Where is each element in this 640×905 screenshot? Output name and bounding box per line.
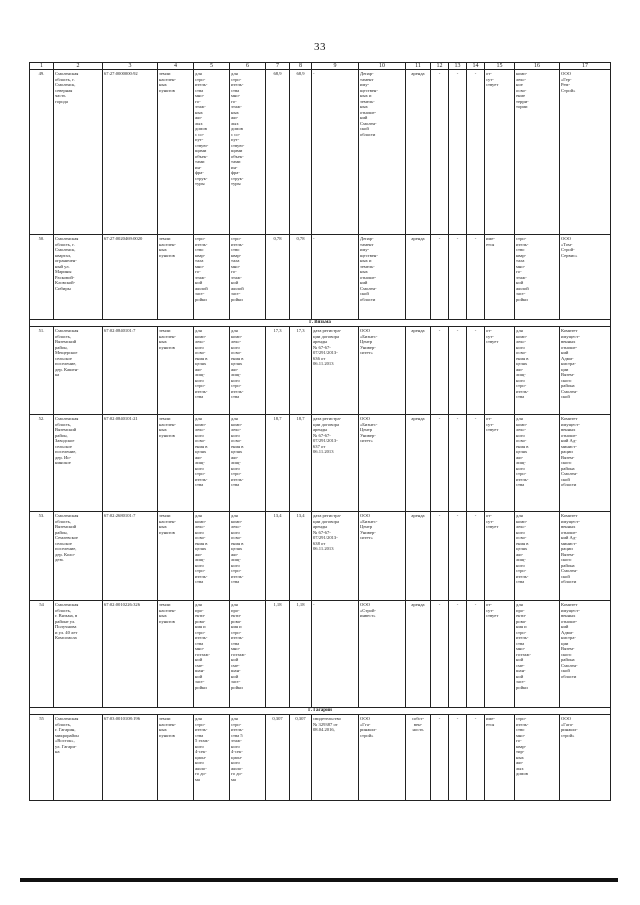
table-cell: ООО «Гга- ринжил- строй» [359, 715, 406, 801]
table-cell: Комитет имущест- венных отноше- ний Ад- минист- рации Вязем- ского района Смолен- ской области [560, 415, 611, 512]
table-cell: для комп- лекс- ного осво- ения в целях жи- лищ- ного стро- итель- ства [194, 415, 230, 512]
table-cell: от- сут- ствует [485, 512, 515, 601]
table-cell: стро- итель- ство квар- тала мно- го- этаж- ной жилой заст- ройки [515, 235, 560, 320]
table-cell: Комитет имущест- венных отноше- ний Адми- нистра- ции Вязем- ского района Смолен- ской [560, 327, 611, 415]
table-cell: 1,18 [266, 601, 290, 708]
table-cell: - [449, 601, 467, 708]
table-cell: 52. [30, 415, 54, 512]
table-cell: аренда [406, 512, 431, 601]
table-cell: - [449, 512, 467, 601]
table-cell: 50. [30, 235, 54, 320]
table-cell: 68,9 [290, 70, 312, 235]
table-cell: - [431, 327, 449, 415]
table-cell: 53. [30, 512, 54, 601]
table-cell: от- сут- ствует [485, 601, 515, 708]
land-plot-register-table [29, 62, 611, 801]
table-row [30, 715, 611, 801]
table-cell: - [467, 415, 485, 512]
table-cell: дата регистра- ции договора аренды № 67-67- 07/291/2013- 637 от 06.11.2013 [312, 415, 359, 512]
table-cell: ООО «Бизнес- Центр Универ- ситет» [359, 327, 406, 415]
page-number: 33 [314, 41, 326, 53]
table-cell: Смоленская область, г. Вязьма, в районе ул. Получнова и ул. 40 лет Комсомола [54, 601, 103, 708]
table-cell: аренда [406, 70, 431, 235]
table-cell: Смоленская область, г. Смоленск, северная часть города [54, 70, 103, 235]
table-cell: - [449, 235, 467, 320]
column-number: 7 [266, 63, 290, 70]
table-cell: 49. [30, 70, 54, 235]
table-cell: аренда [406, 235, 431, 320]
table-cell: Смоленская область, г. Смоленск, квартал, ограничен- ный ул. Марины Расковой- Кловской- Сибиры [54, 235, 103, 320]
table-cell: Комитет имущест- венных отноше- ний Ад- минист- рации Вязем- ского района Смолен- ской области [560, 512, 611, 601]
table-cell: 0,78 [290, 235, 312, 320]
table-cell: 0,307 [290, 715, 312, 801]
table-cell: дата регистра- ции договора аренды № 67-67- 07/291/2013- 638 от 06.11.2013 [312, 512, 359, 601]
table-cell: для стро- итель- ства мно- го- этаж- ных жи- лых домов с со- пут- ствую- щими объек- тами ин- фра- струк- туры [230, 70, 266, 235]
table-cell: для про- екти- рова- ния и стро- итель- ства мно- гоэтаж- ной сме- шан- ной заст- ройки [230, 601, 266, 708]
table-cell: для про- екти- рова- ния и стро- итель- ства мно- гоэтаж- ной сме- шан- ной заст- ройки [194, 601, 230, 708]
table-cell: земли населен- ных пунктов [158, 235, 194, 320]
table-cell: Смоленская область, г. Гагарин, микрорайон «Восток», ул. Гагари- на [54, 715, 103, 801]
table-cell: - [449, 70, 467, 235]
column-number: 12 [431, 63, 449, 70]
table-cell: земли населен- ных пунктов [158, 70, 194, 235]
table-cell: для комп- лекс- ного осво- ения в целях жи- лищ- ного стро- итель- ства [515, 327, 560, 415]
table-cell: для стро- итель- ства мно- го- этаж- ных жи- лых домов с со- пут- ствую- щими объек- тами ин- фра- струк- туры [194, 70, 230, 235]
table-cell: стро- итель- ство мно- го- квар- тир- ных жи- лых домов [515, 715, 560, 801]
table-cell: Комитет имущест- венных отноше- ний Адми- нистра- ции Вязем- ского района Смолен- ской области [560, 601, 611, 708]
table-cell: для комп- лекс- ного осво- ения в целях жи- лищ- ного стро- итель- ства [230, 415, 266, 512]
table-cell: - [431, 512, 449, 601]
table-cell: Депар- тамент иму- ществен- ных и земель- ных отноше- ний Смолен- ской области [359, 70, 406, 235]
table-cell: земли населен- ных пунктов [158, 415, 194, 512]
table-cell: - [449, 327, 467, 415]
table-cell: 67:02:0010226:326 [103, 601, 158, 708]
table-cell: - [449, 415, 467, 512]
column-number: 1 [30, 63, 54, 70]
column-number: 8 [290, 63, 312, 70]
table-cell: - [467, 715, 485, 801]
column-number: 10 [359, 63, 406, 70]
table-cell: - [312, 235, 359, 320]
table-cell: дата регистра- ции договора аренды № 67-67- 07/291/2013- 636 от 06.11.2013 [312, 327, 359, 415]
table-cell: для комп- лекс- ного осво- ения в целях жи- лищ- ного стро- итель- ства [515, 512, 560, 601]
column-number: 2 [54, 63, 103, 70]
section-heading: Г. Вязьма [30, 320, 611, 327]
table-cell: 1,18 [290, 601, 312, 708]
table-cell: - [467, 327, 485, 415]
table-cell: 67:02:2680101:7 [103, 512, 158, 601]
table-cell: для комп- лекс- ного осво- ения в целях жи- лищ- ного стро- итель- ства [230, 512, 266, 601]
table-cell: для стро- итель- ства 5 этаж- ного 4-сек- цион- ного жило- го до- ма [230, 715, 266, 801]
table-cell: земли населен- ных пунктов [158, 601, 194, 708]
table-cell: комп- лекс- ное осво- ение терри- тории [515, 70, 560, 235]
column-number: 3 [103, 63, 158, 70]
table-cell: для стро- итель- ства 5 этаж- ного 4-сек- цион- ного жило- го до- ма [194, 715, 230, 801]
table-cell: - [431, 235, 449, 320]
table-cell: от- сут- ствует [485, 415, 515, 512]
column-number: 9 [312, 63, 359, 70]
table-cell: для комп- лекс- ного осво- ения в целях жи- лищ- ного стро- итель- ства [515, 415, 560, 512]
table-cell: 55 [30, 715, 54, 801]
table-cell: стро- итель- ство квар- тала мно- го- этаж- ной жилой заст- ройки [194, 235, 230, 320]
column-number: 15 [485, 63, 515, 70]
column-number-row [30, 63, 611, 70]
table-cell: ООО «Гага- ринжил- строй» [560, 715, 611, 801]
section-heading-row [30, 320, 611, 327]
table-cell: 0,307 [266, 715, 290, 801]
table-cell: Депар- тамент иму- ществен- ных и земель- ных отноше- ний Смолен- ской области [359, 235, 406, 320]
table-cell: для комп- лекс- ного осво- ения в целях жи- лищ- ного стро- итель- ства [194, 327, 230, 415]
table-cell: - [467, 601, 485, 708]
table-cell: свидетельство № 329387 от 08.04.2016, [312, 715, 359, 801]
table-cell: 54 [30, 601, 54, 708]
column-number: 14 [467, 63, 485, 70]
table-row [30, 601, 611, 708]
table-row [30, 415, 611, 512]
table-cell: ООО «Гер- Рем- Строй» [560, 70, 611, 235]
table-cell: 67:02:0840101:7 [103, 327, 158, 415]
table-cell: аренда [406, 327, 431, 415]
table-cell: име- ется [485, 235, 515, 320]
table-row [30, 327, 611, 415]
table-cell: земли населен- ных пунктов [158, 327, 194, 415]
table-row [30, 512, 611, 601]
table-cell: от- сут- ствует [485, 70, 515, 235]
table-cell: Смоленская область, Вяземский район, Семлевское сельское поселение, дер. Коло- дезь [54, 512, 103, 601]
table-cell: - [431, 415, 449, 512]
table-cell: 0,78 [266, 235, 290, 320]
table-cell: - [467, 235, 485, 320]
table-cell: земли населен- ных пунктов [158, 512, 194, 601]
table-cell: ООО «Бизнес- Центр Универ- ситет» [359, 415, 406, 512]
table-cell: аренда [406, 415, 431, 512]
column-number: 11 [406, 63, 431, 70]
table-cell: ООО «Строй- инвест» [359, 601, 406, 708]
table-cell: - [431, 715, 449, 801]
table-cell: 18,7 [290, 415, 312, 512]
table-cell: 68,9 [266, 70, 290, 235]
table-cell: для комп- лекс- ного осво- ения в целях жи- лищ- ного стро- итель- ства [194, 512, 230, 601]
table-cell: - [449, 715, 467, 801]
table-cell: для про- екти- рова- ния и стро- итель- ства мно- гоэтаж- ной сме- шан- ной заст- ройки [515, 601, 560, 708]
table-cell: земли населен- ных пунктов [158, 715, 194, 801]
table-cell: Смоленская область, Вяземский район, Заводское сельское поселение, дер. Ио- нинское [54, 415, 103, 512]
table-cell: 67:27:0000000:92 [103, 70, 158, 235]
column-number: 5 [194, 63, 230, 70]
table-cell: стро- итель- ство квар- тала мно- го- этаж- ной жилой заст- ройки [230, 235, 266, 320]
column-number: 6 [230, 63, 266, 70]
table-cell: собст- вен- ность [406, 715, 431, 801]
table-cell: - [467, 70, 485, 235]
column-number: 13 [449, 63, 467, 70]
table-row [30, 235, 611, 320]
table-cell: - [467, 512, 485, 601]
bottom-scan-bar [20, 878, 618, 882]
table-cell: - [312, 70, 359, 235]
table-cell: - [431, 601, 449, 708]
section-heading-row [30, 708, 611, 715]
table-cell: аренда [406, 601, 431, 708]
table-cell: 51. [30, 327, 54, 415]
table-cell: 17,3 [290, 327, 312, 415]
table-cell: 13,4 [266, 512, 290, 601]
table-cell: 17,3 [266, 327, 290, 415]
table-cell: Смоленская область, Вяземский район, Мещерское сельское поселение, дер. Кашен- ка [54, 327, 103, 415]
table-cell: - [431, 70, 449, 235]
table-cell: 67:27:0020469:0020 [103, 235, 158, 320]
table-cell: - [312, 601, 359, 708]
section-heading: Г. Гагарин [30, 708, 611, 715]
table-cell: ООО «Бизнес- Центр Универ- ситет» [359, 512, 406, 601]
table-cell: 13,4 [290, 512, 312, 601]
table-cell: име- ется [485, 715, 515, 801]
table-cell: 67:02:0840101:21 [103, 415, 158, 512]
column-number: 17 [560, 63, 611, 70]
table-cell: для комп- лекс- ного осво- ения в целях жи- лищ- ного стро- итель- ства [230, 327, 266, 415]
table-cell: 67:03:0010108:196 [103, 715, 158, 801]
table-cell: 18,7 [266, 415, 290, 512]
column-number: 4 [158, 63, 194, 70]
table-row [30, 70, 611, 235]
column-number: 16 [515, 63, 560, 70]
table-cell: от- сут- ствует [485, 327, 515, 415]
table-cell: ООО «Том- Строй- Сервис» [560, 235, 611, 320]
